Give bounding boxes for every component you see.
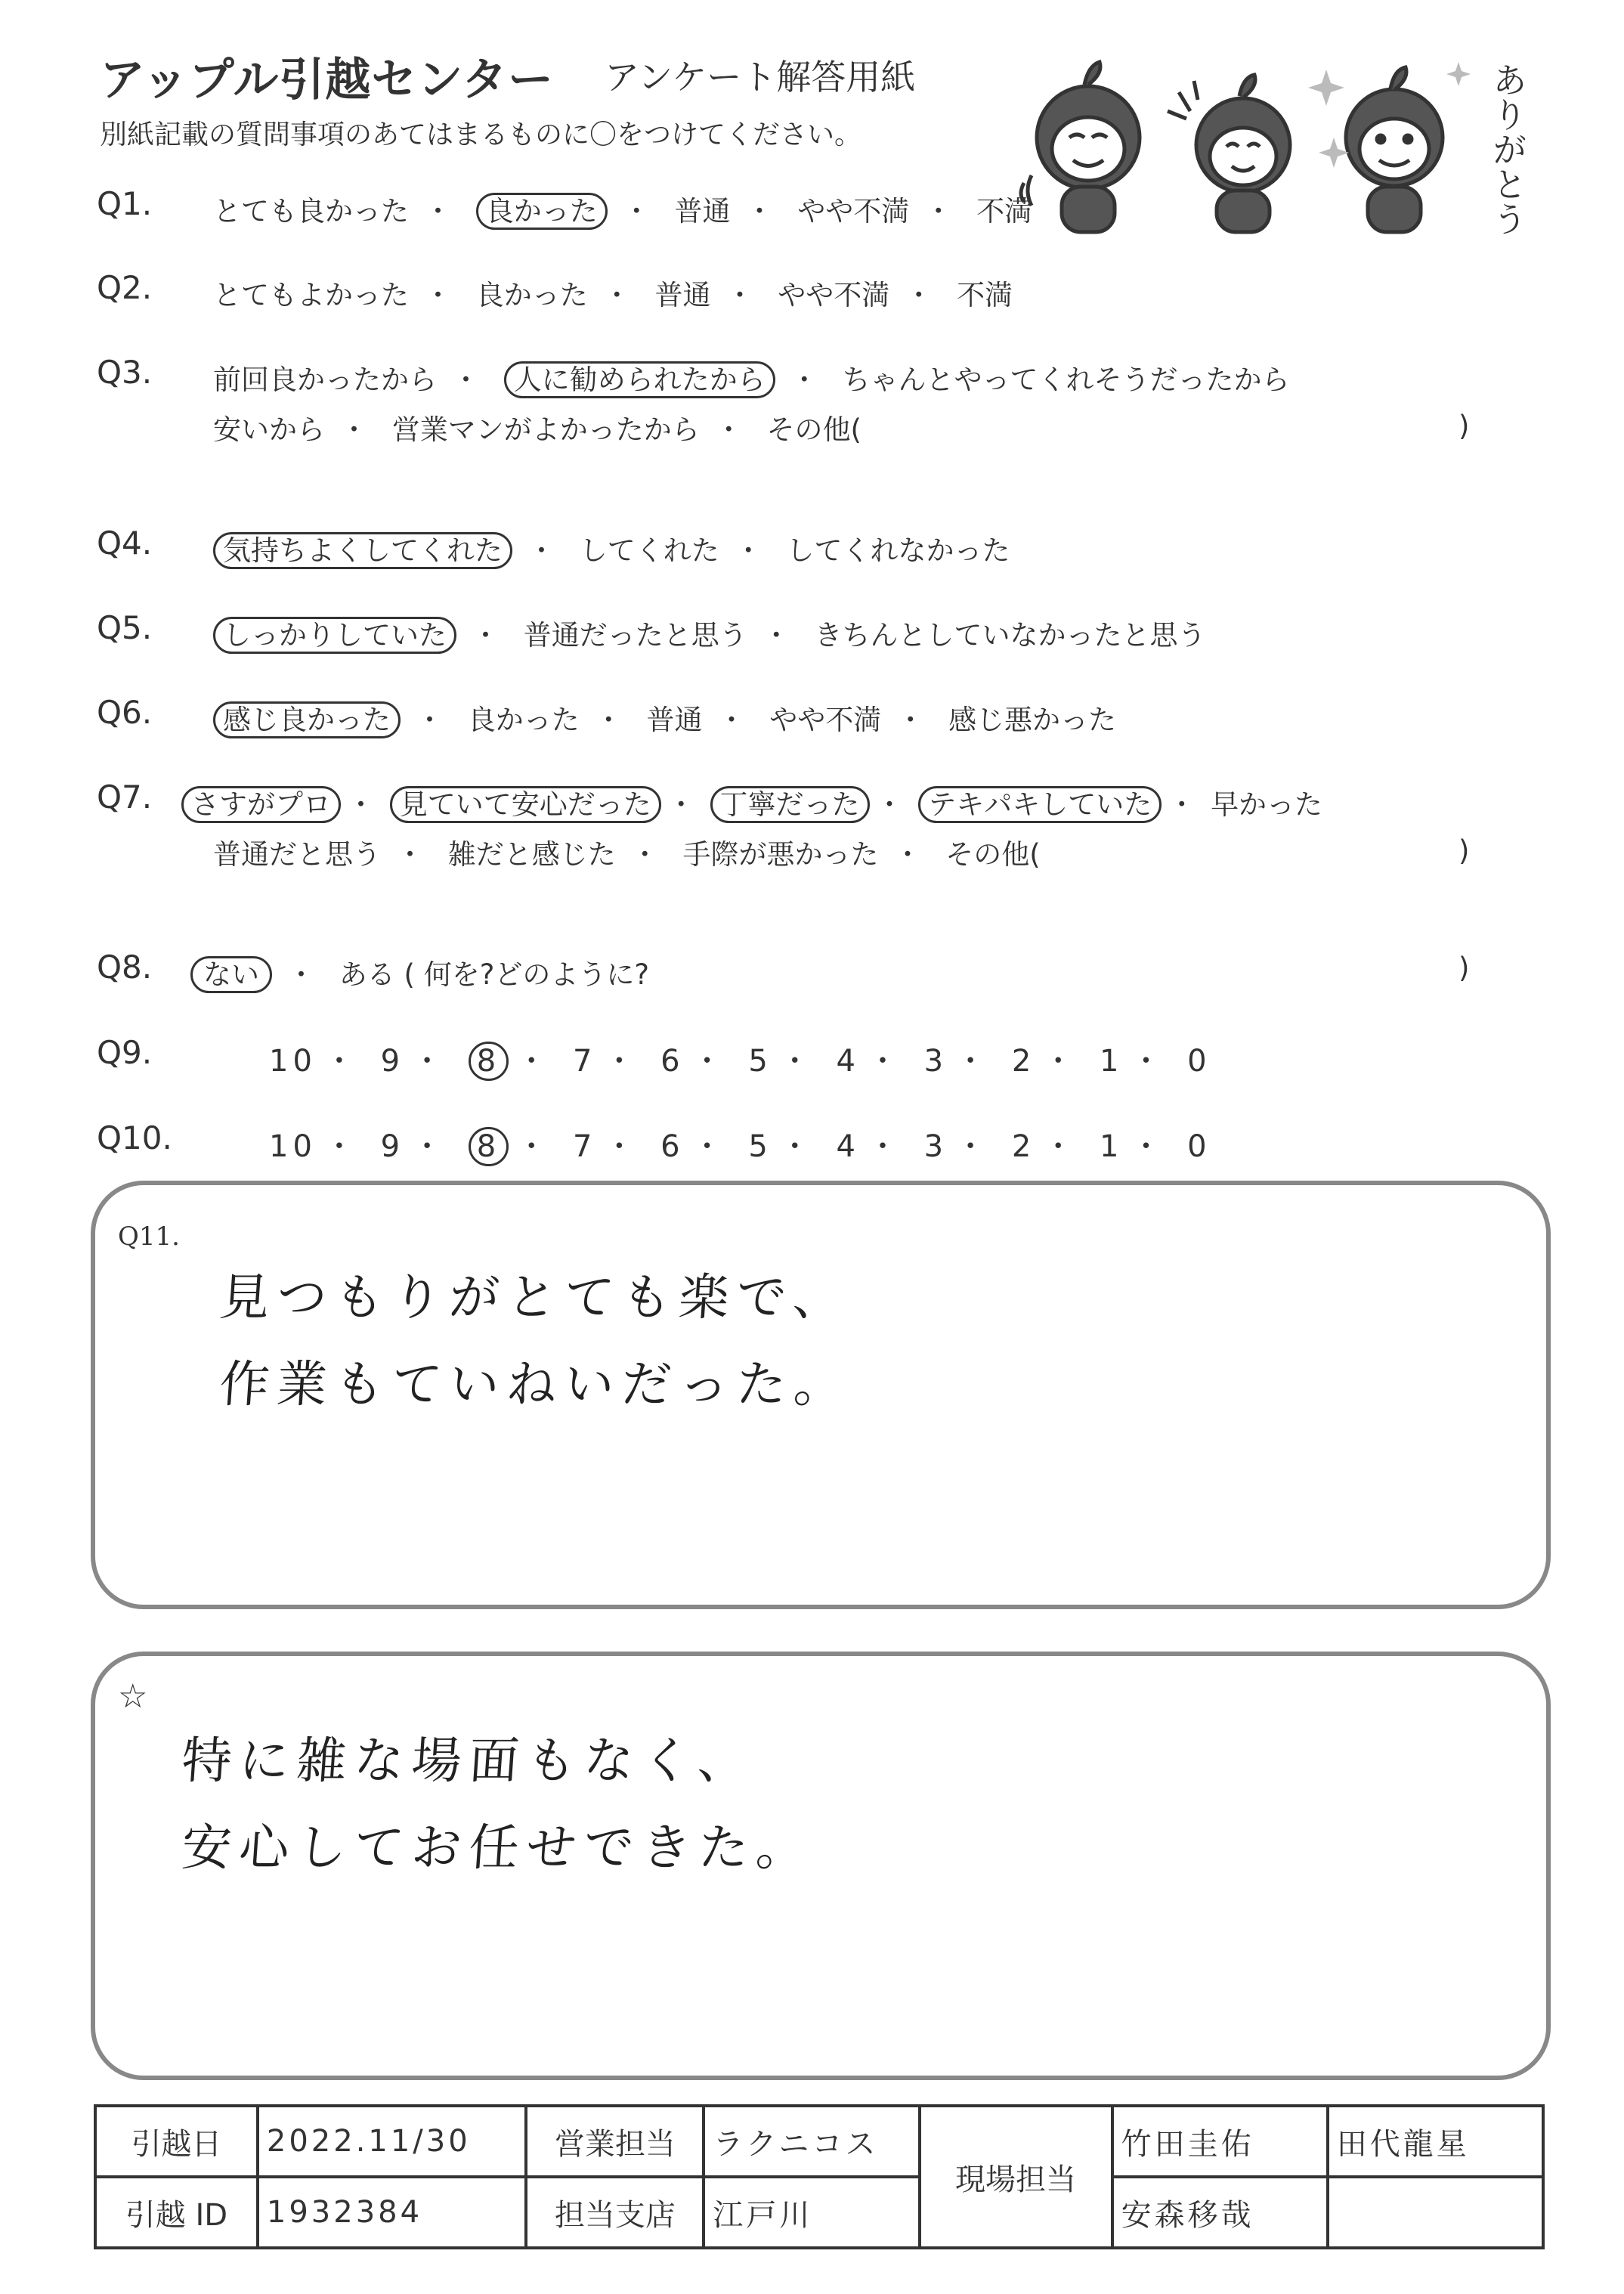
- star-handwritten-line-1: 特に雑な場面もなく、: [179, 1732, 757, 1790]
- rating-option[interactable]: 10: [269, 1044, 317, 1079]
- rating-option[interactable]: 6: [660, 1129, 685, 1164]
- question-options: とてもよかった ・ 良かった ・ 普通 ・ やや不満 ・ 不満: [213, 279, 1013, 311]
- option[interactable]: やや不満: [778, 279, 890, 311]
- rating-scale: 10 ・ 9 ・ 8 ・ 7 ・ 6 ・ 5 ・ 4 ・ 3 ・ 2 ・ 1 ・ 0: [269, 1122, 1211, 1166]
- question-label: Q9.: [97, 1034, 153, 1071]
- question-q1: [0, 185, 1624, 238]
- question-label: Q7.: [97, 779, 153, 816]
- rating-option[interactable]: 7: [572, 1044, 597, 1079]
- option[interactable]: ちゃんとやってくれそうだったから: [842, 364, 1290, 396]
- option-circled[interactable]: 気持ちよくしてくれた: [213, 532, 512, 569]
- footer-info-table: [94, 2104, 1545, 2249]
- rating-option[interactable]: 3: [923, 1044, 948, 1079]
- question-options: しっかりしていた ・ 普通だったと思う ・ きちんとしていなかったと思う: [213, 612, 1206, 653]
- question-q4: [0, 525, 1624, 577]
- move-id-value: 1932384: [258, 2177, 526, 2248]
- rating-option[interactable]: 7: [572, 1129, 597, 1164]
- site-staff-2: 田代龍星: [1328, 2106, 1543, 2177]
- rating-option[interactable]: 4: [836, 1129, 860, 1164]
- question-label: Q5.: [97, 609, 153, 646]
- question-options: とても良かった ・ 良かった ・ 普通 ・ やや不満 ・ 不満: [213, 188, 1032, 229]
- rating-option[interactable]: 6: [660, 1044, 685, 1079]
- site-staff-3: 安森移哉: [1112, 2177, 1328, 2248]
- option[interactable]: その他(: [945, 838, 1041, 871]
- question-label: Q6.: [97, 694, 153, 731]
- move-date-value: 2022.11/30: [258, 2106, 526, 2177]
- option[interactable]: 雑だと感じた: [447, 838, 616, 871]
- company-title: アップル引越センター: [100, 54, 554, 107]
- option[interactable]: とてもよかった: [213, 279, 409, 311]
- question-options-line2: 普通だと思う ・ 雑だと感じた ・ 手際が悪かった ・ その他(: [213, 838, 1041, 871]
- close-paren: ): [1459, 834, 1470, 867]
- rating-option[interactable]: 4: [836, 1044, 860, 1079]
- option-circled[interactable]: 感じ良かった: [213, 701, 401, 738]
- option-circled[interactable]: しっかりしていた: [213, 617, 456, 654]
- star-icon: ☆: [118, 1677, 148, 1716]
- question-label: Q3.: [97, 354, 153, 391]
- option[interactable]: 営業マンがよかったから: [391, 413, 700, 446]
- star-handwritten-line-2: 安心してお任せできた。: [179, 1819, 816, 1877]
- question-options: さすがプロ ・ 見ていて安心だった ・ 丁寧だった ・ テキパキしていた ・ 早かった: [181, 782, 1322, 822]
- rating-option[interactable]: 5: [748, 1044, 772, 1079]
- option[interactable]: 普通: [674, 195, 731, 228]
- question-label: Q10.: [97, 1119, 172, 1156]
- rating-option[interactable]: 0: [1187, 1044, 1211, 1079]
- question-label: Q4.: [97, 525, 153, 562]
- form-title: アンケート解答用紙: [605, 57, 916, 98]
- option[interactable]: 不満: [957, 279, 1013, 311]
- option-circled[interactable]: 良かった: [476, 193, 608, 230]
- star-comment-box[interactable]: [91, 1652, 1551, 2080]
- option-circled[interactable]: 人に勧められたから: [504, 361, 775, 398]
- question-q9: [0, 1034, 1624, 1087]
- question-q10: [0, 1119, 1624, 1172]
- rating-option[interactable]: 0: [1187, 1129, 1211, 1164]
- option[interactable]: 早かった: [1211, 788, 1323, 821]
- branch-value: 江戸川: [704, 2177, 919, 2248]
- question-label: Q8.: [97, 949, 153, 986]
- option[interactable]: とても良かった: [213, 195, 409, 228]
- question-q2: [0, 269, 1624, 322]
- option-circled[interactable]: 見ていて安心だった: [390, 786, 661, 823]
- question-q6: [0, 694, 1624, 747]
- rating-option[interactable]: 9: [380, 1129, 405, 1164]
- rating-option[interactable]: 3: [923, 1129, 948, 1164]
- option[interactable]: 良かった: [467, 704, 580, 736]
- option[interactable]: きちんとしていなかったと思う: [814, 619, 1206, 652]
- rating-option[interactable]: 10: [269, 1129, 317, 1164]
- option[interactable]: 手際が悪かった: [682, 838, 879, 871]
- rating-option[interactable]: 9: [380, 1044, 405, 1079]
- question-options: 前回良かったから ・ 人に勧められたから ・ ちゃんとやってくれそうだったから: [213, 357, 1290, 398]
- question-q5: [0, 609, 1624, 662]
- option[interactable]: やや不満: [769, 704, 882, 736]
- rating-option-circled[interactable]: 8: [469, 1127, 509, 1166]
- option-circled[interactable]: 丁寧だった: [710, 786, 870, 823]
- question-label: Q1.: [97, 185, 153, 222]
- question-label: Q2.: [97, 269, 153, 306]
- question-options: 気持ちよくしてくれた ・ してくれた ・ してくれなかった: [213, 528, 1010, 568]
- option[interactable]: してくれた: [579, 534, 719, 567]
- move-id-label: 引越 ID: [95, 2177, 258, 2248]
- site-staff-label: 現場担当: [920, 2106, 1112, 2248]
- question-options-line2: 安いから ・ 営業マンがよかったから ・ その他(: [213, 413, 861, 446]
- rating-option[interactable]: 1: [1100, 1044, 1124, 1079]
- sales-label: 営業担当: [526, 2106, 704, 2177]
- option[interactable]: 普通だったと思う: [523, 619, 747, 652]
- option[interactable]: その他(: [766, 413, 861, 446]
- option[interactable]: 不満: [976, 195, 1033, 228]
- rating-option[interactable]: 5: [748, 1129, 772, 1164]
- option[interactable]: やや不満: [797, 195, 910, 228]
- q11-label: Q11.: [118, 1221, 180, 1252]
- option[interactable]: 安いから: [213, 413, 325, 446]
- rating-option[interactable]: 1: [1100, 1129, 1124, 1164]
- option[interactable]: してくれなかった: [786, 534, 1010, 567]
- rating-option[interactable]: 2: [1011, 1129, 1036, 1164]
- rating-option[interactable]: 2: [1011, 1044, 1036, 1079]
- sales-value: ラクニコス: [704, 2106, 919, 2177]
- question-options: ない ・ ある ( 何を?どのように?: [190, 952, 649, 992]
- site-staff-empty: [1328, 2177, 1543, 2248]
- option[interactable]: 普通: [654, 279, 711, 311]
- branch-label: 担当支店: [526, 2177, 704, 2248]
- question-q8: [0, 949, 1624, 1001]
- site-staff-1: 竹田圭佑: [1112, 2106, 1328, 2177]
- option[interactable]: 感じ悪かった: [948, 704, 1117, 736]
- option-circled[interactable]: さすがプロ: [181, 786, 341, 823]
- option-circled[interactable]: テキパキしていた: [918, 786, 1162, 823]
- option[interactable]: 普通: [646, 704, 703, 736]
- question-q7: [0, 779, 1624, 884]
- close-paren: ): [1459, 410, 1470, 442]
- move-date-label: 引越日: [95, 2106, 258, 2177]
- option[interactable]: 普通だと思う: [213, 838, 381, 871]
- q11-handwritten-line-1: 見つもりがとても楽で、: [217, 1268, 852, 1327]
- question-q3: [0, 354, 1624, 460]
- option-circled[interactable]: ない: [190, 956, 272, 993]
- close-paren: ): [1459, 952, 1470, 984]
- instruction-text: 別紙記載の質問事項のあてはまるものに〇をつけてください。: [100, 119, 862, 150]
- question-options: 感じ良かった ・ 良かった ・ 普通 ・ やや不満 ・ 感じ悪かった: [213, 697, 1116, 738]
- arigatou-text: ありがとう: [1487, 62, 1528, 236]
- option[interactable]: 良かった: [475, 279, 588, 311]
- rating-option-circled[interactable]: 8: [469, 1042, 509, 1081]
- rating-scale: 10 ・ 9 ・ 8 ・ 7 ・ 6 ・ 5 ・ 4 ・ 3 ・ 2 ・ 1 ・ 0: [269, 1037, 1211, 1080]
- q11-handwritten-line-2: 作業もていねいだった。: [217, 1355, 854, 1413]
- q11-comment-box[interactable]: [91, 1181, 1551, 1609]
- option[interactable]: ある ( 何を?どのように?: [339, 958, 649, 991]
- option[interactable]: 前回良かったから: [213, 364, 437, 396]
